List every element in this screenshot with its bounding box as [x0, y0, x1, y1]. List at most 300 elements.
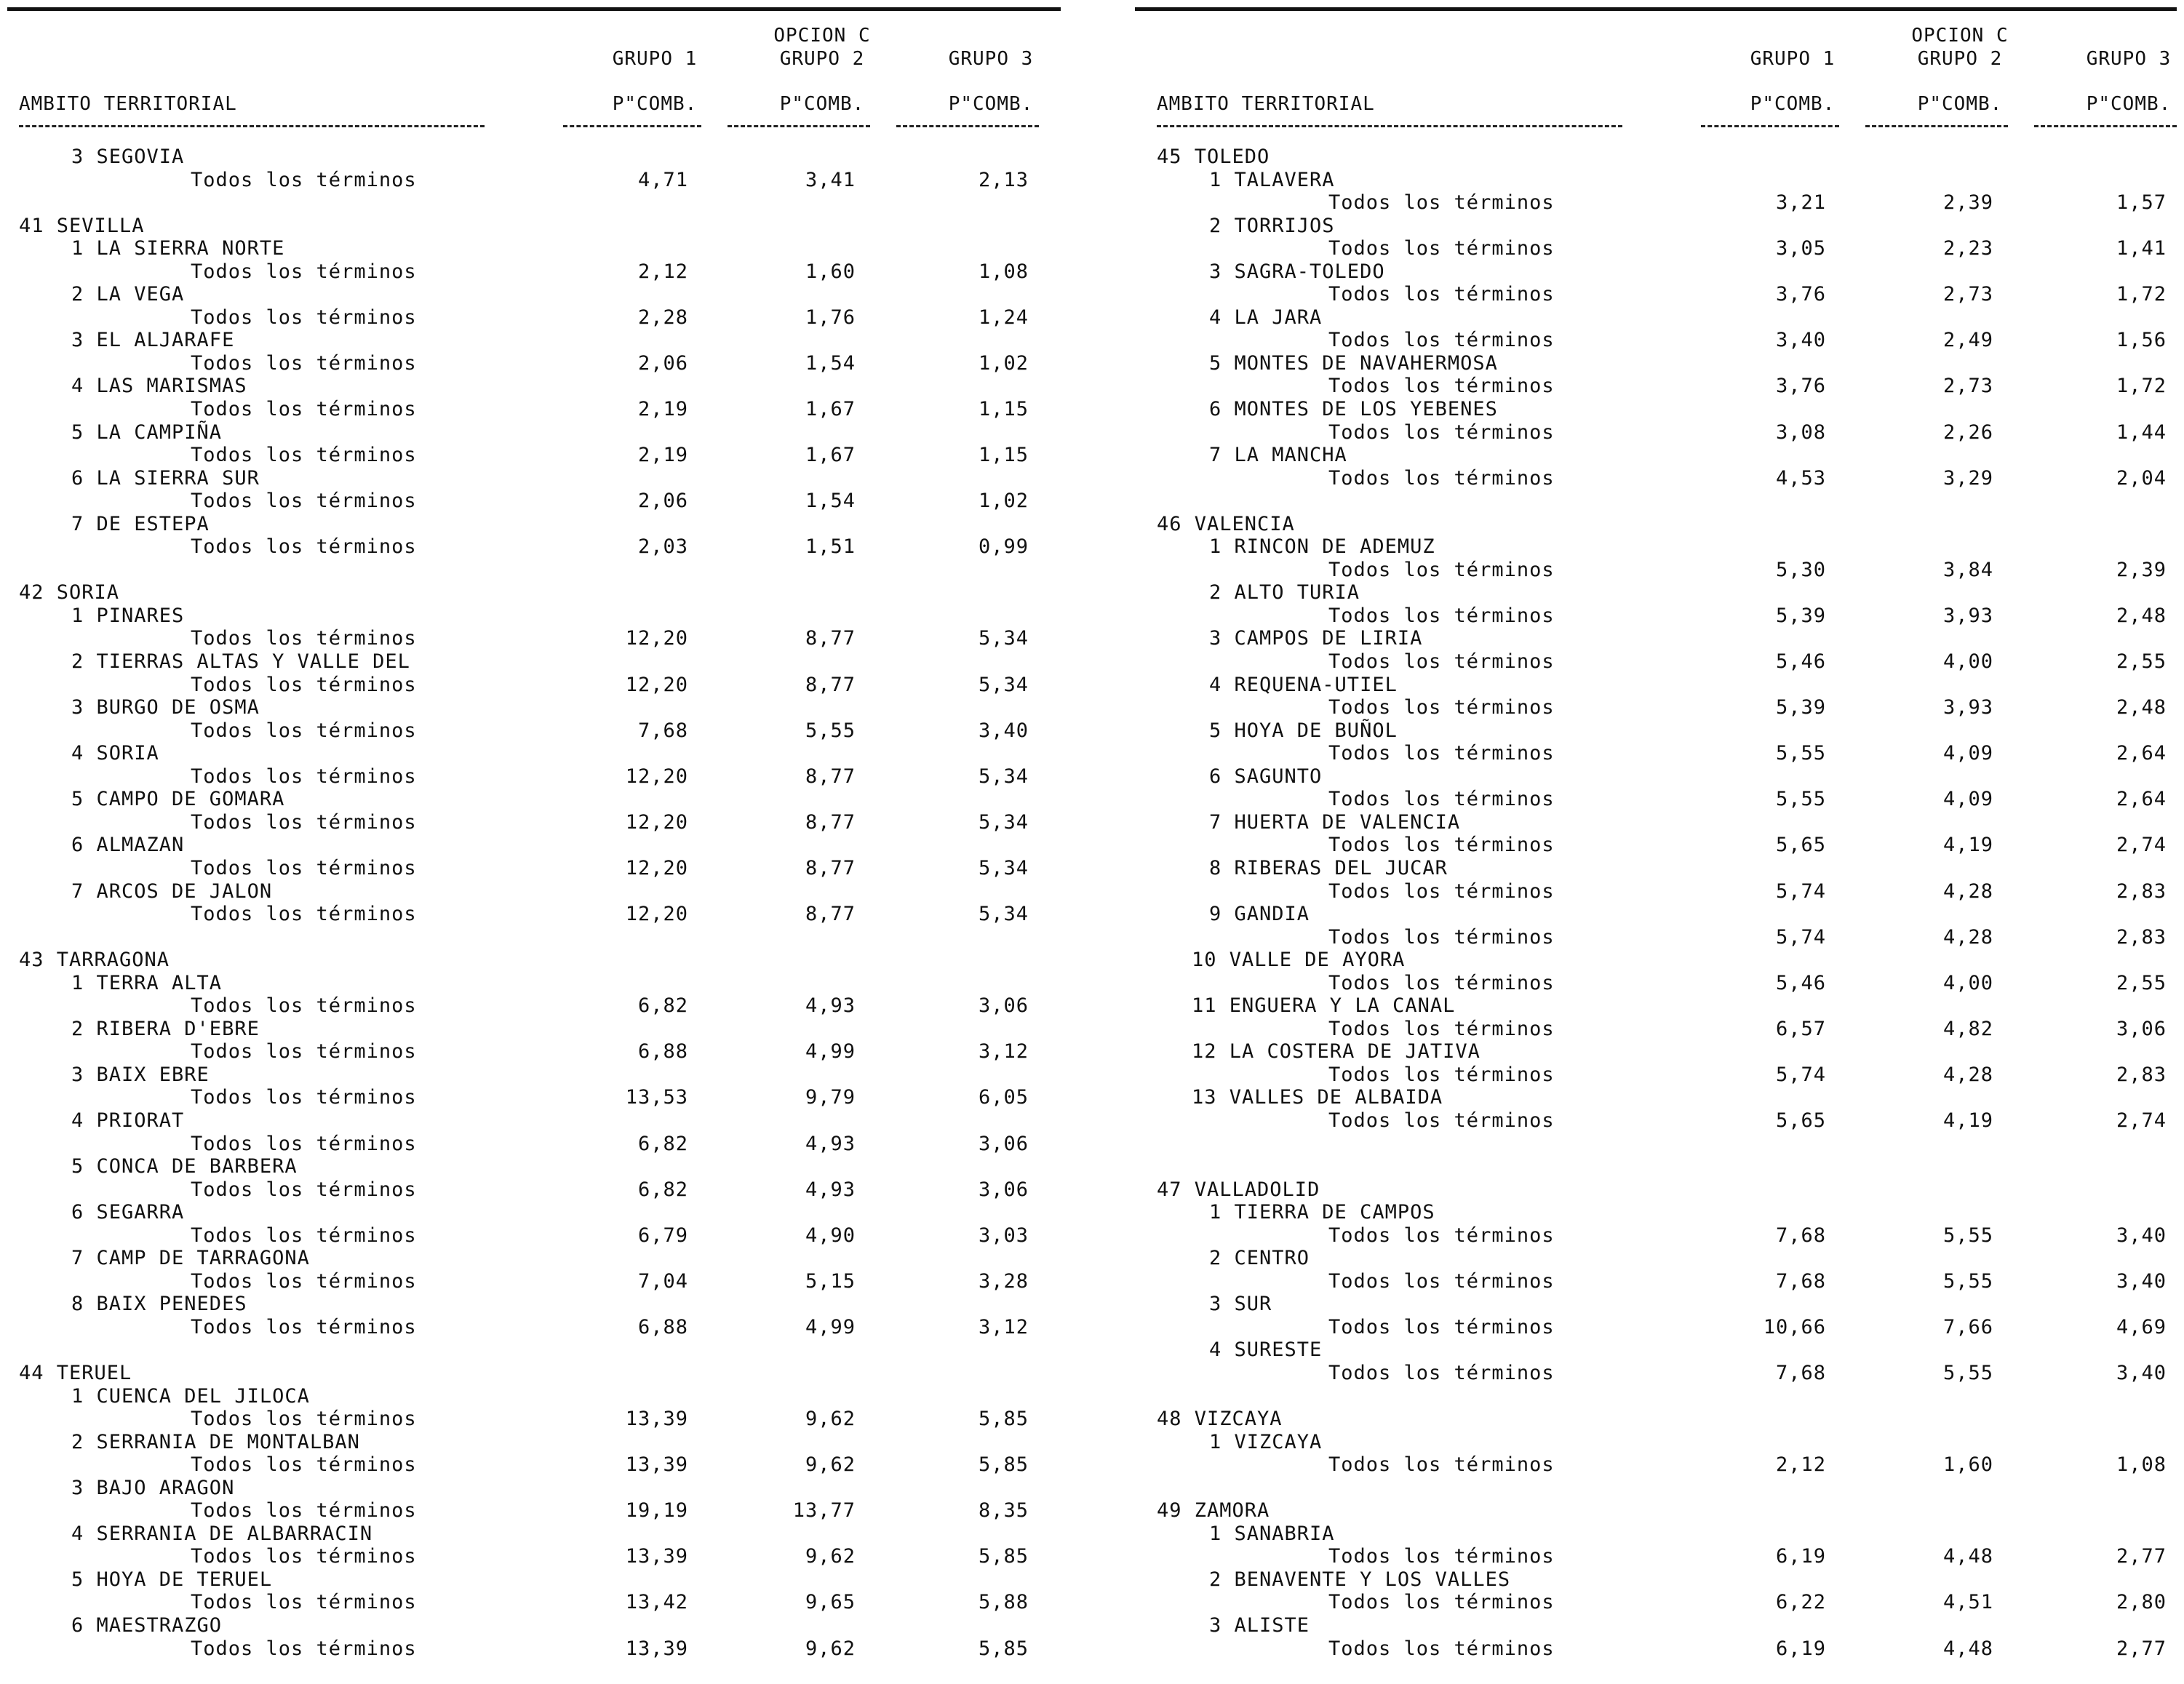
grupo-3-label: GRUPO 3	[948, 48, 1034, 70]
comarca-name: 7 CAMP DE TARRAGONA	[71, 1247, 310, 1270]
table-header	[19, 0, 1088, 138]
grupo-2-value: 5,55	[805, 719, 856, 742]
comarca-row	[19, 375, 1088, 398]
comarca-row	[19, 1568, 1088, 1592]
comarca-row	[1157, 1431, 2184, 1454]
grupo-2-value: 1,67	[805, 398, 856, 421]
province-name: 49 ZAMORA	[1157, 1499, 1270, 1523]
grupo-2-value: 4,48	[1942, 1545, 1993, 1568]
dash-rule-1	[563, 125, 701, 127]
table-header	[1157, 0, 2184, 138]
grupo-3-value: 2,64	[2116, 742, 2167, 765]
comarca-name: 12 LA COSTERA DE JATIVA	[1192, 1040, 1480, 1064]
table-row	[1157, 972, 2184, 995]
grupo-2-value: 4,00	[1942, 650, 1993, 674]
grupo-3-value: 1,57	[2116, 191, 2167, 215]
grupo-2-value: 8,77	[805, 627, 856, 650]
comarca-name: 1 TALAVERA	[1209, 168, 1335, 191]
province-row	[1157, 1499, 2184, 1523]
terms-label: Todos los términos	[1328, 1224, 1555, 1247]
grupo-3-value: 2,48	[2116, 696, 2167, 719]
comarca-name: 4 LA JARA	[1209, 306, 1323, 329]
table-row	[1157, 559, 2184, 582]
grupo-1-value: 13,39	[625, 1545, 688, 1568]
comarca-row	[1157, 260, 2184, 284]
grupo-2-value: 8,77	[805, 765, 856, 788]
table-row	[1157, 650, 2184, 674]
table-row	[19, 811, 1088, 834]
terms-label: Todos los términos	[1328, 329, 1555, 352]
grupo-1-value: 13,39	[625, 1453, 688, 1477]
terms-label: Todos los términos	[191, 1040, 417, 1064]
comarca-row	[19, 880, 1088, 903]
terms-label: Todos los términos	[1328, 1591, 1555, 1614]
grupo-2-value: 8,77	[805, 856, 856, 879]
grupo-1-value: 3,05	[1775, 237, 1826, 260]
terms-label: Todos los términos	[191, 719, 417, 742]
grupo-2-value: 1,60	[805, 260, 856, 283]
terms-label: Todos los términos	[1328, 788, 1555, 811]
grupo-1-value: 5,46	[1775, 650, 1826, 674]
table-row	[19, 1591, 1088, 1614]
grupo-1-value: 5,74	[1775, 879, 1826, 903]
grupo-3-value: 3,40	[2116, 1361, 2167, 1384]
grupo-3-value: 5,34	[978, 903, 1029, 926]
grupo-2-value: 3,84	[1942, 558, 1993, 581]
dash-rule-2	[728, 125, 870, 127]
grupo-3-value: 5,88	[978, 1591, 1029, 1614]
grupo-1-value: 3,76	[1775, 375, 1826, 398]
terms-label: Todos los términos	[1328, 420, 1555, 444]
terms-label: Todos los términos	[191, 627, 417, 650]
grupo-1-value: 3,21	[1775, 191, 1826, 215]
comarca-row	[19, 1155, 1088, 1178]
province-name: 44 TERUEL	[19, 1361, 132, 1384]
grupo-2-value: 1,60	[1942, 1453, 1993, 1477]
comarca-row	[19, 650, 1088, 674]
comarca-name: 2 RIBERA D'EBRE	[71, 1017, 260, 1040]
grupo-2-value: 4,82	[1942, 1017, 1993, 1040]
terms-label: Todos los términos	[1328, 466, 1555, 490]
terms-label: Todos los términos	[1328, 1017, 1555, 1040]
grupo-1-value: 5,55	[1775, 742, 1826, 765]
terms-label: Todos los términos	[1328, 971, 1555, 994]
comarca-row	[19, 1064, 1088, 1087]
grupo-2-value: 13,77	[792, 1499, 856, 1523]
grupo-2-value: 4,99	[805, 1040, 856, 1064]
comarca-row	[1157, 352, 2184, 375]
comarca-name: 3 BURGO DE OSMA	[71, 696, 260, 719]
comarca-name: 9 GANDIA	[1209, 903, 1310, 926]
comarca-row	[1157, 215, 2184, 238]
table-row	[1157, 1591, 2184, 1614]
table-row	[19, 535, 1088, 559]
grupo-3-value: 2,04	[2116, 466, 2167, 490]
comarca-row	[19, 1523, 1088, 1546]
grupo-3-value: 5,34	[978, 765, 1029, 788]
grupo-3-value: 3,40	[2116, 1224, 2167, 1247]
grupo-1-value: 5,39	[1775, 696, 1826, 719]
table-row	[1157, 1109, 2184, 1133]
grupo-2-value: 4,99	[805, 1315, 856, 1338]
grupo-3-label: GRUPO 3	[2086, 48, 2172, 70]
table-row	[19, 444, 1088, 467]
grupo-2-value: 3,29	[1942, 466, 1993, 490]
comarca-row	[19, 788, 1088, 811]
blank-line	[1157, 1385, 2184, 1408]
grupo-2-value: 2,39	[1942, 191, 1993, 215]
grupo-1-value: 7,68	[637, 719, 688, 742]
terms-label: Todos los términos	[191, 810, 417, 834]
terms-label: Todos los términos	[1328, 834, 1555, 857]
comarca-row	[19, 696, 1088, 719]
ambito-label: AMBITO TERRITORIAL	[19, 93, 237, 115]
grupo-1-value: 13,42	[625, 1591, 688, 1614]
grupo-1-value: 6,79	[637, 1224, 688, 1247]
grupo-3-value: 6,05	[978, 1086, 1029, 1109]
grupo-2-value: 4,09	[1942, 788, 1993, 811]
grupo-2-value: 2,26	[1942, 420, 1993, 444]
comarca-name: 3 EL ALJARAFE	[71, 329, 235, 352]
grupo-1-value: 5,65	[1775, 834, 1826, 857]
grupo-1-value: 6,82	[637, 1178, 688, 1201]
comarca-row	[19, 329, 1088, 352]
grupo-3-value: 1,56	[2116, 329, 2167, 352]
grupo-1-value: 7,04	[637, 1269, 688, 1293]
blank-line	[19, 1338, 1088, 1362]
grupo-1-value: 10,66	[1763, 1315, 1826, 1338]
pcomb-2-label: P"COMB.	[1917, 93, 2003, 115]
province-name: 45 TOLEDO	[1157, 145, 1270, 168]
table-row	[1157, 1270, 2184, 1293]
grupo-2-value: 4,90	[805, 1224, 856, 1247]
table-row	[19, 1224, 1088, 1248]
comarca-row	[1157, 1086, 2184, 1109]
comarca-name: 1 PINARES	[71, 604, 185, 627]
comarca-row	[19, 513, 1088, 536]
comarca-name: 4 SORIA	[71, 742, 159, 765]
grupo-3-value: 2,80	[2116, 1591, 2167, 1614]
grupo-3-value: 2,83	[2116, 1063, 2167, 1086]
comarca-name: 10 VALLE DE AYORA	[1192, 949, 1406, 972]
comarca-name: 2 LA VEGA	[71, 283, 185, 306]
grupo-3-value: 3,06	[978, 1178, 1029, 1201]
grupo-3-value: 3,06	[978, 994, 1029, 1018]
comarca-row	[1157, 398, 2184, 421]
table-row	[1157, 834, 2184, 857]
terms-label: Todos los términos	[191, 168, 417, 191]
ambito-label: AMBITO TERRITORIAL	[1157, 93, 1375, 115]
province-row	[1157, 513, 2184, 536]
table-row	[19, 1453, 1088, 1477]
comarca-row	[19, 1431, 1088, 1454]
table-row	[19, 1316, 1088, 1339]
comarca-row	[1157, 627, 2184, 650]
grupo-2-value: 4,93	[805, 1178, 856, 1201]
comarca-name: 5 HOYA DE TERUEL	[71, 1568, 273, 1591]
grupo-3-value: 3,06	[2116, 1017, 2167, 1040]
table-row	[19, 1086, 1088, 1109]
comarca-name: 5 LA CAMPIÑA	[71, 420, 223, 444]
grupo-2-value: 7,66	[1942, 1315, 1993, 1338]
terms-label: Todos los términos	[1328, 1545, 1555, 1568]
comarca-name: 6 MAESTRAZGO	[71, 1614, 223, 1637]
terms-label: Todos los términos	[191, 903, 417, 926]
grupo-1-value: 12,20	[625, 627, 688, 650]
pcomb-1-label: P"COMB.	[1750, 93, 1836, 115]
terms-label: Todos los términos	[191, 351, 417, 375]
table-row	[19, 352, 1088, 375]
comarca-row	[19, 1477, 1088, 1500]
grupo-1-value: 12,20	[625, 856, 688, 879]
grupo-3-value: 0,99	[978, 535, 1029, 559]
comarca-name: 5 MONTES DE NAVAHERMOSA	[1209, 351, 1498, 375]
terms-label: Todos los términos	[1328, 191, 1555, 215]
grupo-3-value: 2,74	[2116, 834, 2167, 857]
table-row	[19, 903, 1088, 926]
terms-label: Todos los términos	[191, 1315, 417, 1338]
grupo-2-value: 8,77	[805, 810, 856, 834]
comarca-row	[1157, 1247, 2184, 1270]
opcion-label: OPCION C	[773, 25, 871, 47]
grupo-1-value: 7,68	[1775, 1361, 1826, 1384]
grupo-3-value: 1,02	[978, 351, 1029, 375]
terms-label: Todos los términos	[191, 1591, 417, 1614]
blank-line	[1157, 490, 2184, 513]
grupo-3-value: 5,34	[978, 627, 1029, 650]
dash-rule-1	[1701, 125, 1839, 127]
dash-rule-3	[896, 125, 1039, 127]
comarca-row	[19, 1201, 1088, 1224]
grupo-3-value: 3,28	[978, 1269, 1029, 1293]
table-row	[1157, 880, 2184, 903]
left-column	[19, 0, 1088, 1684]
comarca-name: 7 ARCOS DE JALON	[71, 879, 273, 903]
table-row	[1157, 1362, 2184, 1385]
comarca-name: 1 TERRA ALTA	[71, 971, 223, 994]
grupo-2-value: 4,28	[1942, 879, 1993, 903]
grupo-2-value: 4,28	[1942, 925, 1993, 949]
comarca-name: 4 SERRANIA DE ALBARRACIN	[71, 1522, 373, 1545]
grupo-1-value: 12,20	[625, 903, 688, 926]
terms-label: Todos los términos	[1328, 1361, 1555, 1384]
table-row	[1157, 467, 2184, 490]
dash-rule-ambito	[1157, 125, 1622, 127]
table-row	[1157, 788, 2184, 811]
comarca-row	[1157, 1568, 2184, 1592]
comarca-row	[19, 1018, 1088, 1041]
grupo-2-value: 1,51	[805, 535, 856, 559]
grupo-2-value: 4,28	[1942, 1063, 1993, 1086]
grupo-1-value: 5,30	[1775, 558, 1826, 581]
comarca-row	[1157, 994, 2184, 1018]
grupo-1-value: 6,57	[1775, 1017, 1826, 1040]
grupo-1-value: 6,88	[637, 1315, 688, 1338]
grupo-3-value: 1,24	[978, 306, 1029, 329]
table-row	[19, 674, 1088, 697]
terms-label: Todos los términos	[191, 1637, 417, 1660]
grupo-2-value: 9,62	[805, 1545, 856, 1568]
grupo-2-value: 4,93	[805, 1132, 856, 1155]
grupo-2-value: 1,76	[805, 306, 856, 329]
grupo-1-value: 2,06	[637, 351, 688, 375]
grupo-2-value: 4,93	[805, 994, 856, 1018]
terms-label: Todos los términos	[1328, 375, 1555, 398]
terms-label: Todos los términos	[191, 765, 417, 788]
terms-label: Todos los términos	[191, 535, 417, 559]
grupo-1-value: 12,20	[625, 765, 688, 788]
table-row	[19, 1637, 1088, 1661]
comarca-row	[1157, 306, 2184, 330]
comarca-name: 3 BAJO ARAGON	[71, 1476, 235, 1499]
pcomb-2-label: P"COMB.	[779, 93, 865, 115]
grupo-3-value: 2,55	[2116, 650, 2167, 674]
dash-rule-2	[1865, 125, 2008, 127]
grupo-1-value: 2,03	[637, 535, 688, 559]
comarca-name: 1 LA SIERRA NORTE	[71, 237, 285, 260]
grupo-3-value: 1,15	[978, 444, 1029, 467]
comarca-name: 4 REQUENA-UTIEL	[1209, 673, 1398, 696]
grupo-3-value: 2,64	[2116, 788, 2167, 811]
table-row	[1157, 283, 2184, 306]
comarca-row	[1157, 581, 2184, 604]
comarca-name: 5 CAMPO DE GOMARA	[71, 788, 285, 811]
grupo-2-value: 4,00	[1942, 971, 1993, 994]
comarca-row	[1157, 949, 2184, 972]
comarca-name: 8 BAIX PENEDES	[71, 1293, 247, 1316]
grupo-3-value: 5,34	[978, 856, 1029, 879]
province-name: 46 VALENCIA	[1157, 512, 1295, 535]
table-row	[1157, 1224, 2184, 1248]
comarca-row	[19, 1385, 1088, 1408]
table-row	[1157, 696, 2184, 719]
grupo-1-value: 3,40	[1775, 329, 1826, 352]
table-row	[1157, 1637, 2184, 1661]
comarca-row	[19, 283, 1088, 306]
grupo-3-value: 5,34	[978, 673, 1029, 696]
grupo-1-value: 6,22	[1775, 1591, 1826, 1614]
province-row	[1157, 1408, 2184, 1431]
comarca-name: 6 SEGARRA	[71, 1201, 185, 1224]
grupo-1-value: 2,12	[1775, 1453, 1826, 1477]
table-body	[1157, 145, 2184, 1660]
comarca-row	[19, 1293, 1088, 1316]
grupo-3-value: 1,15	[978, 398, 1029, 421]
terms-label: Todos los términos	[191, 260, 417, 283]
table-row	[19, 398, 1088, 421]
comarca-row	[1157, 1201, 2184, 1224]
grupo-3-value: 1,02	[978, 490, 1029, 513]
grupo-1-label: GRUPO 1	[1750, 48, 1836, 70]
table-row	[19, 1040, 1088, 1064]
province-name: 43 TARRAGONA	[19, 949, 170, 972]
comarca-row	[19, 421, 1088, 444]
comarca-row	[19, 834, 1088, 857]
blank-line	[1157, 1477, 2184, 1500]
terms-label: Todos los términos	[191, 1178, 417, 1201]
comarca-name: 2 ALTO TURIA	[1209, 581, 1360, 604]
table-row	[19, 719, 1088, 743]
province-row	[1157, 145, 2184, 169]
grupo-2-value: 2,73	[1942, 375, 1993, 398]
grupo-3-value: 1,08	[2116, 1453, 2167, 1477]
comarca-name: 3 SUR	[1209, 1293, 1272, 1316]
table-row	[1157, 604, 2184, 628]
comarca-row	[1157, 811, 2184, 834]
comarca-name: 1 SANABRIA	[1209, 1522, 1335, 1545]
terms-label: Todos los términos	[1328, 1109, 1555, 1132]
grupo-3-value: 1,08	[978, 260, 1029, 283]
grupo-2-value: 2,49	[1942, 329, 1993, 352]
terms-label: Todos los términos	[191, 490, 417, 513]
province-row	[19, 1362, 1088, 1385]
province-row	[1157, 1178, 2184, 1202]
terms-label: Todos los términos	[191, 1408, 417, 1431]
grupo-1-value: 2,28	[637, 306, 688, 329]
grupo-2-value: 1,54	[805, 490, 856, 513]
comarca-name: 3 CAMPOS DE LIRIA	[1209, 627, 1423, 650]
terms-label: Todos los términos	[1328, 558, 1555, 581]
grupo-3-value: 3,06	[978, 1132, 1029, 1155]
table-row	[1157, 237, 2184, 260]
comarca-name: 4 LAS MARISMAS	[71, 375, 247, 398]
comarca-name: 2 SERRANIA DE MONTALBAN	[71, 1430, 360, 1453]
right-column	[1157, 0, 2184, 1684]
grupo-3-value: 1,72	[2116, 375, 2167, 398]
comarca-row	[1157, 719, 2184, 743]
comarca-row	[19, 972, 1088, 995]
grupo-3-value: 2,39	[2116, 558, 2167, 581]
table-row	[1157, 1064, 2184, 1087]
table-row	[1157, 1453, 2184, 1477]
comarca-row	[1157, 903, 2184, 926]
comarca-name: 3 SEGOVIA	[71, 145, 185, 168]
table-row	[1157, 742, 2184, 765]
terms-label: Todos los términos	[1328, 604, 1555, 627]
grupo-3-value: 2,77	[2116, 1637, 2167, 1660]
blank-line	[1157, 1155, 2184, 1178]
dash-rule-3	[2034, 125, 2177, 127]
comarca-name: 3 BAIX EBRE	[71, 1063, 210, 1086]
terms-label: Todos los términos	[191, 1132, 417, 1155]
comarca-name: 4 PRIORAT	[71, 1109, 185, 1132]
terms-label: Todos los términos	[191, 673, 417, 696]
grupo-3-value: 1,44	[2116, 420, 2167, 444]
terms-label: Todos los términos	[1328, 237, 1555, 260]
comarca-name: 2 TORRIJOS	[1209, 214, 1335, 237]
grupo-3-value: 3,40	[2116, 1269, 2167, 1293]
table-row	[19, 306, 1088, 330]
table-row	[19, 1133, 1088, 1156]
grupo-3-value: 2,74	[2116, 1109, 2167, 1132]
comarca-row	[1157, 1614, 2184, 1637]
grupo-1-value: 2,12	[637, 260, 688, 283]
grupo-1-value: 5,74	[1775, 925, 1826, 949]
grupo-1-value: 7,68	[1775, 1269, 1826, 1293]
blank-line	[19, 926, 1088, 949]
comarca-name: 3 ALISTE	[1209, 1614, 1310, 1637]
table-row	[19, 490, 1088, 513]
comarca-row	[19, 604, 1088, 628]
table-row	[1157, 1018, 2184, 1041]
terms-label: Todos los términos	[191, 444, 417, 467]
grupo-1-value: 5,55	[1775, 788, 1826, 811]
table-row	[19, 857, 1088, 880]
grupo-3-value: 3,40	[978, 719, 1029, 742]
comarca-row	[19, 467, 1088, 490]
grupo-2-value: 9,62	[805, 1453, 856, 1477]
comarca-row	[1157, 1040, 2184, 1064]
